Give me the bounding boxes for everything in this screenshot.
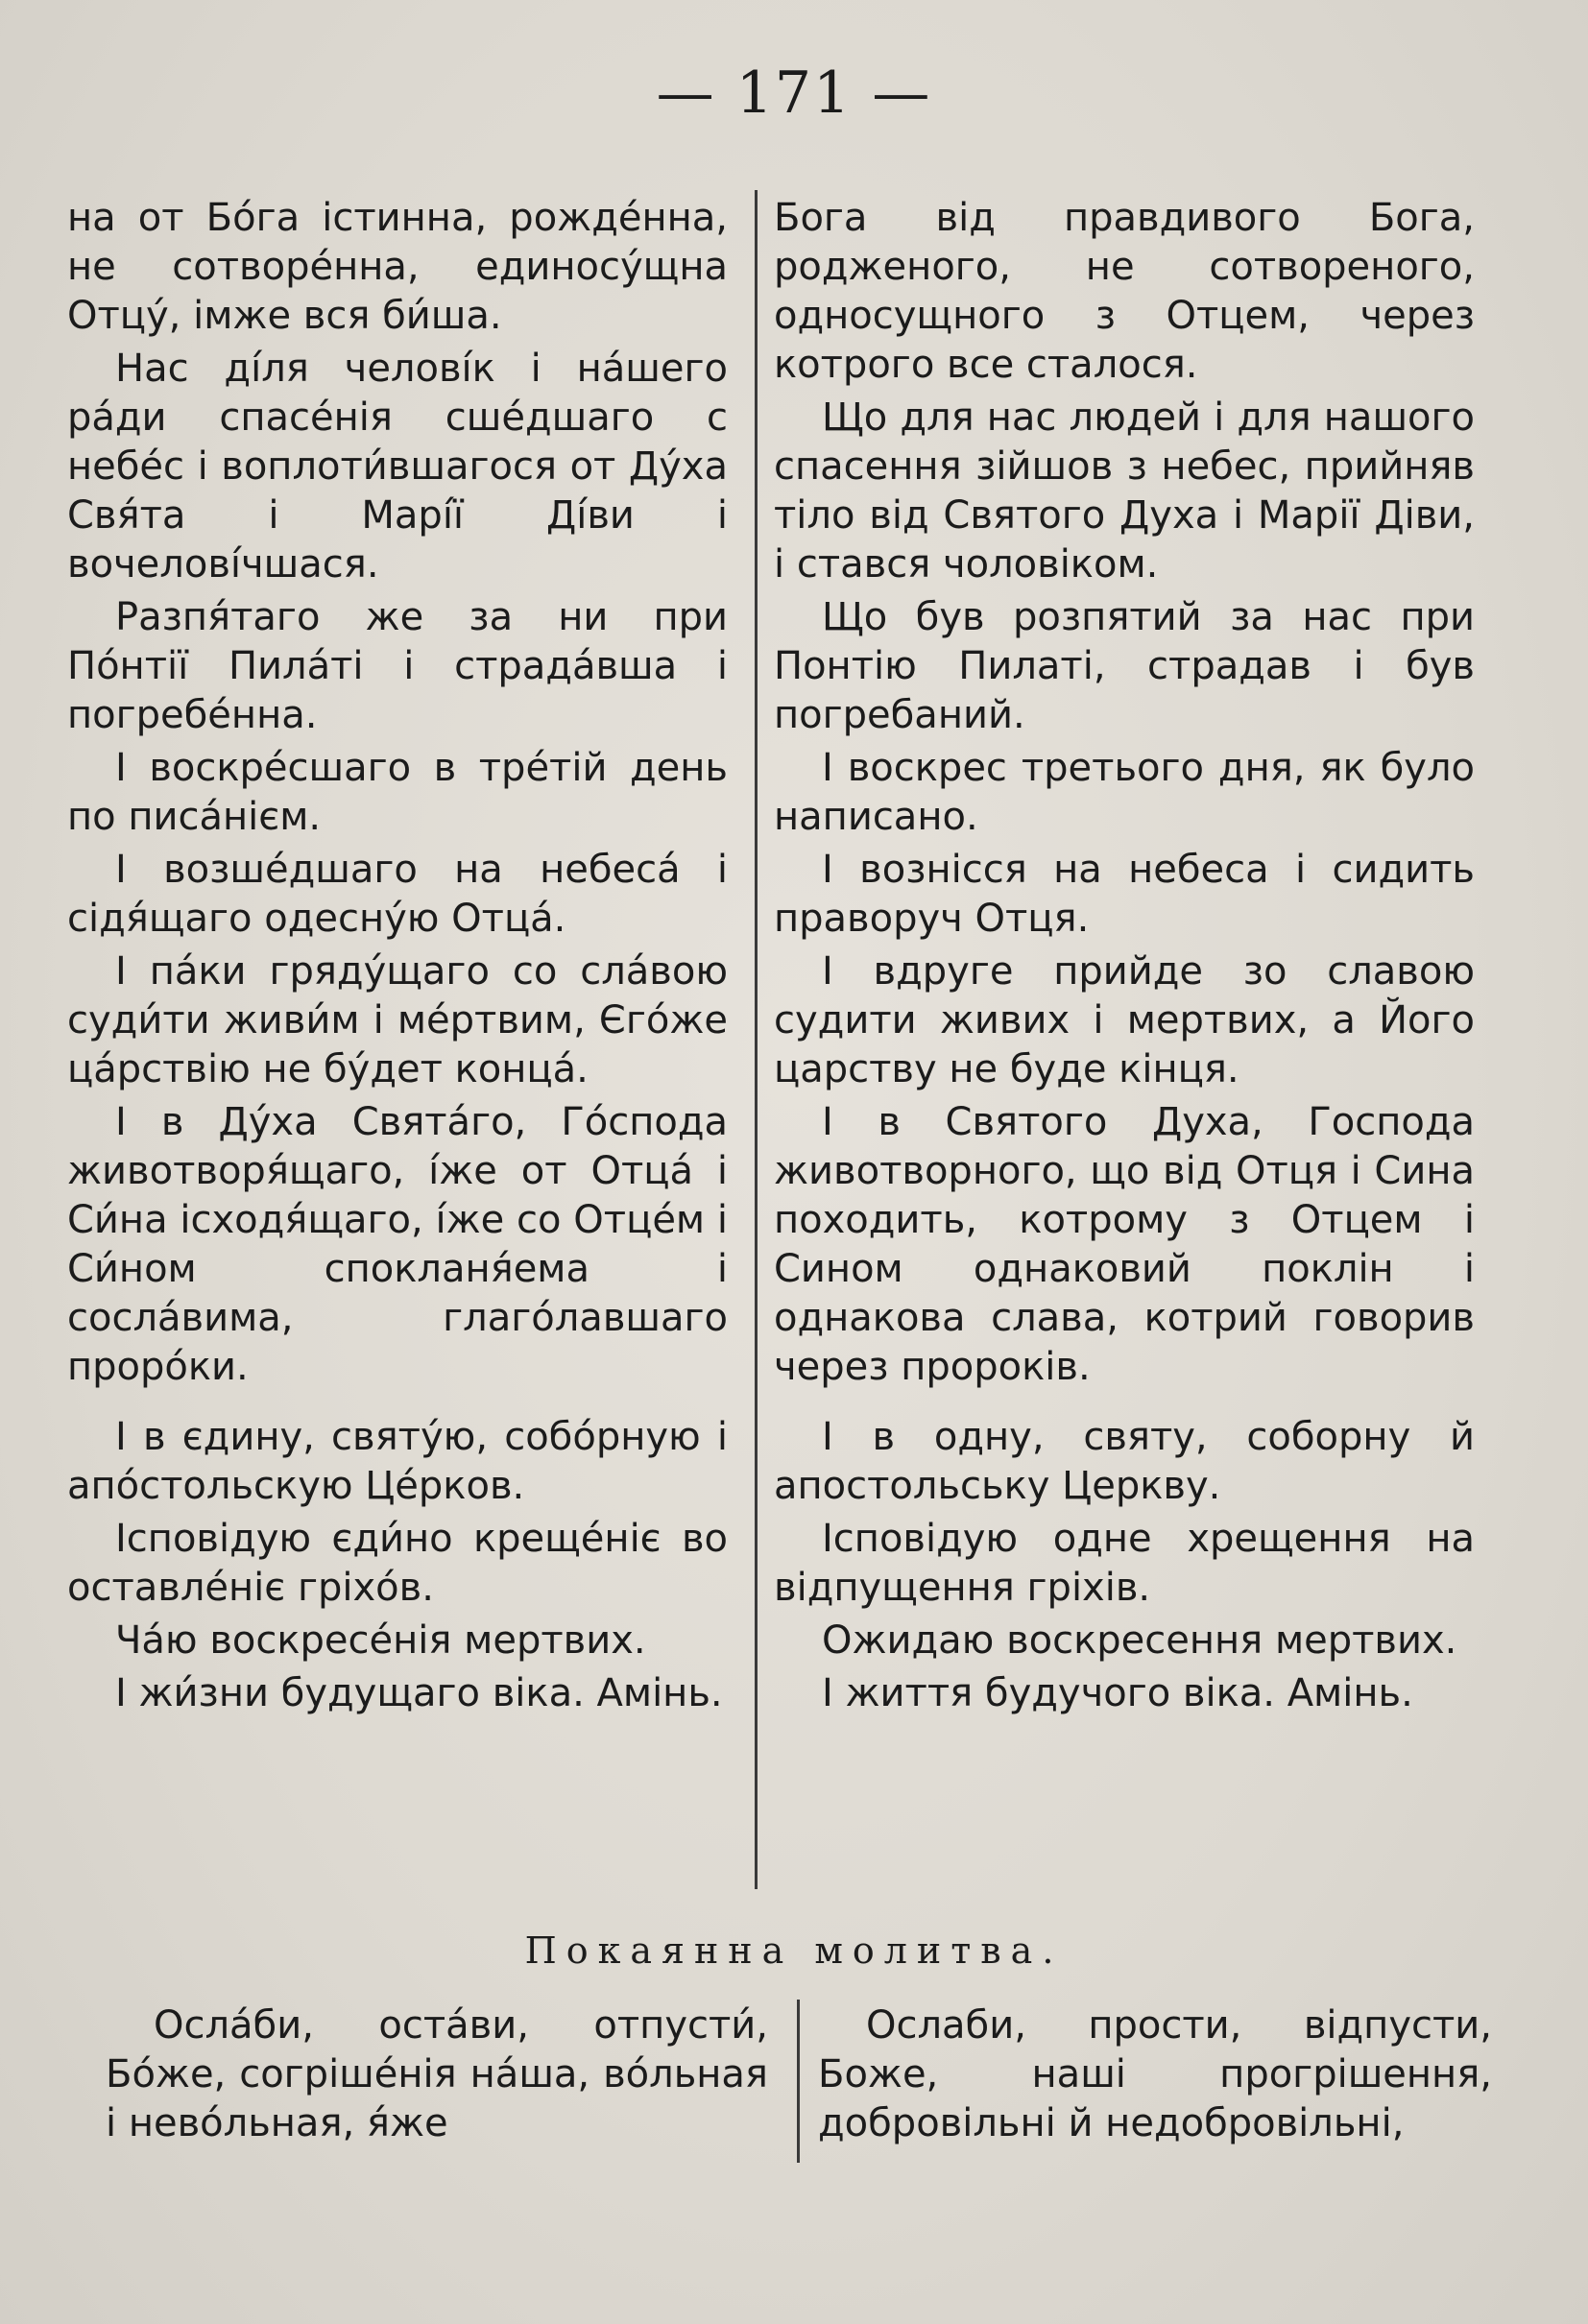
- verse: Що для нас людей і для нашого спасення зійшов з небес, прийняв тіло від Святого Духа і Марії Діви, і стався чоловіком.: [774, 395, 1475, 587]
- verse: Ослаби, прости, відпусти, Боже, наші прогрішення, добровільні й недобровільні,: [818, 2003, 1492, 2145]
- verse: Разпя́таго же за ни при По́нтії Пила́ті і страда́вша і погребе́нна.: [67, 595, 728, 737]
- verse: І в Ду́ха Свята́го, Го́спода животворя́щаго, і́же от Отца́ і Си́на ісходя́щаго, і́же со Отце́м і Си́ном спокланя́ема і сосла́вима, глаго́лавшаго проро́ки.: [67, 1100, 728, 1389]
- verse: Що був розпятий за нас при Понтію Пилаті, страдав і був погребаний.: [774, 595, 1475, 737]
- verse: І возше́дшаго на небеса́ і сідя́щаго одесну́ю Отца́.: [67, 848, 728, 941]
- verse: Ча́ю воскресе́нія мертвих.: [115, 1618, 646, 1663]
- verse: Нас ді́ля челові́к і на́шего ра́ди спасе́нія сше́дшаго с небе́с і воплоти́вшагося от Ду́ха Свя́та і Марі́ї Ді́ви і вочелові́чшася.: [67, 347, 728, 587]
- verse: І життя будучого віка. Амінь.: [822, 1671, 1413, 1715]
- verse: Бога від правдивого Бога, родженого, не сотвореного, односущного з Отцем, через котрого все сталося.: [774, 196, 1475, 387]
- verse: Осла́би, оста́ви, отпусти́, Бо́же, согріше́нія на́ша, во́льная і нево́льная, я́же: [106, 2003, 768, 2145]
- verse: Ожидаю воскресення мертвих.: [822, 1618, 1457, 1663]
- verse: І в єдину, святу́ю, собо́рную і апо́стольскую Це́рков.: [67, 1415, 728, 1508]
- verse: Ісповідую єди́но креще́ніє во оставле́ніє гріхо́в.: [67, 1517, 728, 1610]
- verse: І воскрес третього дня, як було написано.: [774, 746, 1475, 839]
- verse: І жи́зни будущаго віка. Амінь.: [115, 1671, 723, 1715]
- verse: І па́ки гряду́щаго со сла́вою суди́ти живи́м і ме́ртвим, Єго́же ца́рствію не бу́дет конца́.: [67, 949, 728, 1091]
- prayer-church-slavonic-column: [106, 2001, 768, 2152]
- verse: на от Бо́га істинна, рожде́нна, не сотворе́нна, единосу́щна Отцу́, імже вся би́ша.: [67, 196, 728, 338]
- creed-ukrainian-column: [774, 194, 1475, 1722]
- page-number: — 171 —: [656, 60, 932, 127]
- verse: І воскре́сшаго в тре́тій день по писа́нієм.: [67, 746, 728, 839]
- column-divider: [755, 190, 758, 1889]
- creed-church-slavonic-column: [67, 194, 728, 1722]
- verse: І в одну, святу, соборну й апостольську Церкву.: [774, 1415, 1475, 1508]
- verse: І в Святого Духа, Господа животворного, що від Отця і Сина походить, котрому з Отцем і Сином однаковий поклін і однакова слава, котрий говорив через пророків.: [774, 1100, 1475, 1389]
- verse: Ісповідую одне хрещення на відпущення гріхів.: [774, 1517, 1475, 1610]
- prayer-ukrainian-column: [818, 2001, 1492, 2152]
- verse: І вдруге прийде зо славою судити живих і мертвих, а Його царству не буде кінця.: [774, 949, 1475, 1091]
- verse: І вознісся на небеса і сидить праворуч Отця.: [774, 848, 1475, 941]
- section-heading: Покаянна молитва.: [524, 1929, 1064, 1972]
- column-divider: [797, 2000, 800, 2163]
